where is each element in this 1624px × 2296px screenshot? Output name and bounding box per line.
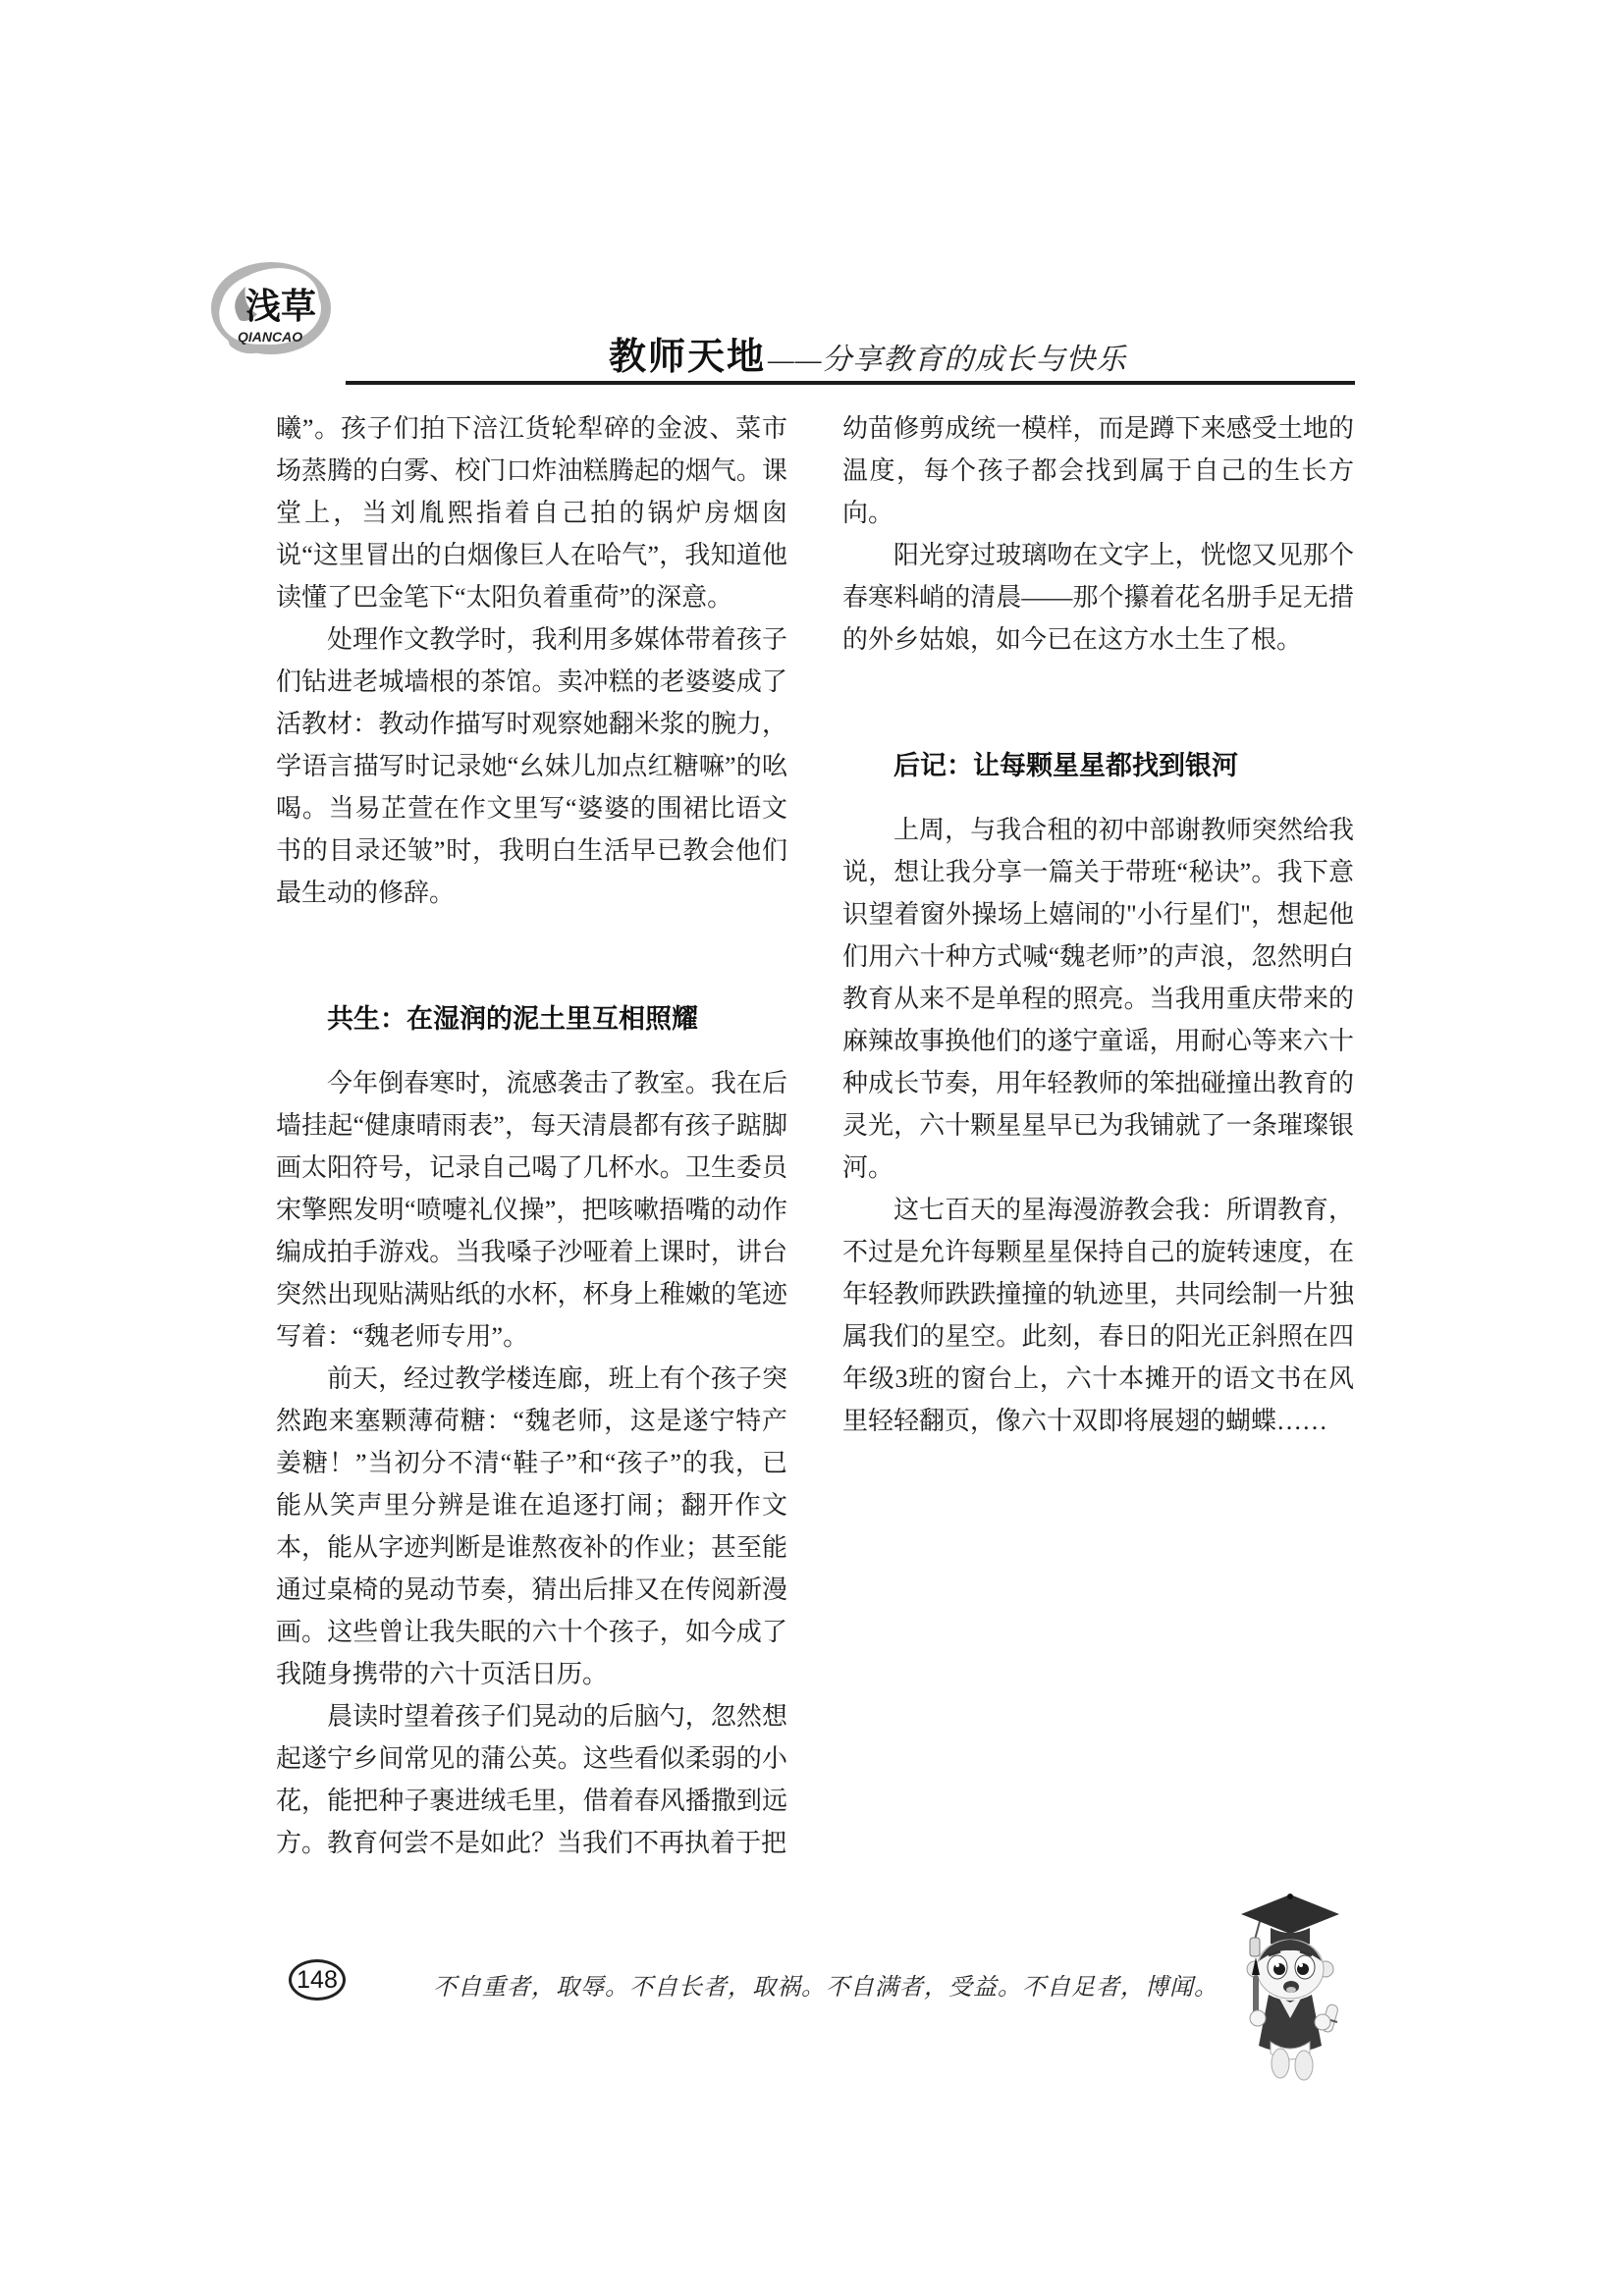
- page-title-subtitle: ——分享教育的成长与快乐: [768, 344, 1127, 376]
- paragraph: 处理作文教学时，我利用多媒体带着孩子们钻进老城墙根的茶馆。卖冲糕的老婆婆成了活教材：教动作描写时观察她翻米浆的腕力，学语言描写时记录她“幺妹儿加点红糖嘛”的吆喝。当易芷萱在作文里写“婆婆的围裙比语文书的目录还皱”时，我明白生活早已教会他们最生动的修辞。: [276, 625, 787, 907]
- paragraph: 今年倒春寒时，流感袭击了教室。我在后墙挂起“健康晴雨表”，每天清晨都有孩子踮脚画太阳符号，记录自己喝了几杯水。卫生委员宋擎熙发明“喷嚏礼仪操”，把咳嗽捂嘴的动作编成拍手游戏。当我嗓子沙哑着上课时，讲台突然出现贴满贴纸的水杯，杯身上稚嫩的笔迹写着：“魏老师专用”。: [276, 1069, 787, 1351]
- page-number: 148: [297, 1965, 338, 1994]
- page-number-badge: [289, 1959, 346, 2001]
- header-rule: [346, 381, 1355, 385]
- footer-quote: 不自重者，取辱。不自长者，取祸。不自满者，受益。不自足者，博闻。: [433, 1975, 1218, 2001]
- logo-swoosh-icon: [208, 261, 340, 365]
- page-title-main: 教师天地: [609, 337, 767, 378]
- paragraph: 这七百天的星海漫游教会我：所谓教育，不过是允许每颗星星保持自己的旋转速度，在年轻教师跌跌撞撞的轨迹里，共同绘制一片独属我们的星空。此刻，春日的阳光正斜照在四年级3班的窗台上，六十本摊开的语文书在风里轻轻翻页，像六十双即将展翅的蝴蝶……: [842, 1196, 1354, 1435]
- left-column: [276, 407, 787, 1864]
- paragraph: 阳光穿过玻璃吻在文字上，恍惚又见那个春寒料峭的清晨——那个攥着花名册手足无措的外乡姑娘，如今已在这方水土生了根。: [842, 541, 1354, 654]
- paragraph-continuation: 幼苗修剪成统一模样，而是蹲下来感受土地的温度，每个孩子都会找到属于自己的生长方向。: [842, 414, 1354, 527]
- graduate-baby-icon: [1225, 1885, 1355, 2081]
- section-heading-postscript: 后记：让每颗星星都找到银河: [893, 751, 1238, 780]
- paragraph: 上周，与我合租的初中部谢教师突然给我说，想让我分享一篇关于带班“秘诀”。我下意识望着窗外操场上嬉闹的"小行星们"，想起他们用六十种方式喊“魏老师”的声浪，忽然明白教育从来不是单程的照亮。当我用重庆带来的麻辣故事换他们的遂宁童谣，用耐心等来六十种成长节奏，用年轻教师的笨拙碰撞出教育的灵光，六十颗星星早已为我铺就了一条璀璨银河。: [842, 816, 1354, 1182]
- paragraph: 前天，经过教学楼连廊，班上有个孩子突然跑来塞颗薄荷糖：“魏老师，这是遂宁特产姜糖！”当初分不清“鞋子”和“孩子”的我，已能从笑声里分辨是谁在追逐打闹；翻开作文本，能从字迹判断是谁熬夜补的作业；甚至能通过桌椅的晃动节奏，猜出后排又在传阅新漫画。这些曾让我失眠的六十个孩子，如今成了我随身携带的六十页活日历。: [276, 1364, 787, 1688]
- section-heading-symbiosis: 共生：在湿润的泥土里互相照耀: [327, 1004, 698, 1034]
- qiancao-logo: [208, 261, 340, 365]
- right-column: [842, 407, 1354, 1442]
- logo-romanized: QIANCAO: [238, 329, 303, 345]
- paragraph-continuation: 曦”。孩子们拍下涪江货轮犁碎的金波、菜市场蒸腾的白雾、校门口炸油糕腾起的烟气。课堂上，当刘胤熙指着自己拍的锅炉房烟囱说“这里冒出的白烟像巨人在哈气”，我知道他读懂了巴金笔下“太阳负着重荷”的深意。: [276, 414, 787, 612]
- logo-text: 浅草: [245, 287, 317, 326]
- paragraph: 晨读时望着孩子们晃动的后脑勺，忽然想起遂宁乡间常见的蒲公英。这些看似柔弱的小花，能把种子裹进绒毛里，借着春风播撒到远方。教育何尝不是如此？当我们不再执着于把: [276, 1702, 787, 1857]
- mascot-graduate-illustration: [1225, 1885, 1355, 2081]
- page-title: [609, 326, 1126, 380]
